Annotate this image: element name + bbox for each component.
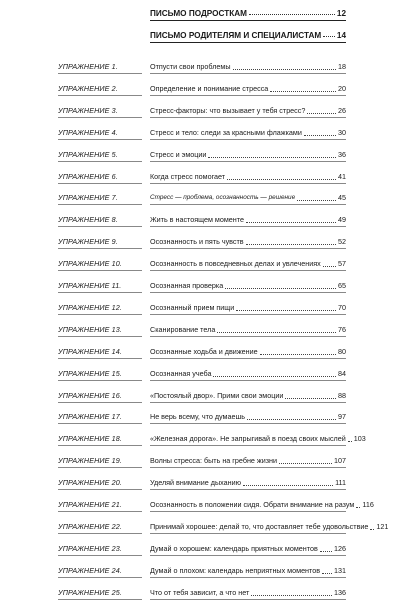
page-number: 41	[338, 171, 346, 181]
dot-leader	[246, 244, 336, 245]
label-underline	[58, 314, 142, 315]
page-number: 49	[338, 215, 346, 225]
exercise-title: Осознанные ходьба и движение	[150, 346, 258, 356]
toc-entry[interactable]	[58, 520, 389, 542]
entry-title-line	[150, 345, 346, 358]
toc-entry[interactable]	[58, 148, 346, 170]
toc-entry[interactable]	[58, 235, 346, 257]
label-underline	[58, 577, 142, 578]
exercise-title: «Железная дорога». Не запрыгивай в поезд своих мыслей	[150, 434, 346, 444]
exercise-label: УПРАЖНЕНИЕ 18.	[58, 434, 122, 444]
intro-title: ПИСЬМО РОДИТЕЛЯМ И СПЕЦИАЛИСТАМ	[150, 31, 322, 40]
label-underline	[58, 95, 142, 96]
toc-entry[interactable]	[58, 301, 346, 323]
label-underline	[58, 292, 142, 293]
toc-entry[interactable]	[58, 389, 346, 411]
exercise-label: УПРАЖНЕНИЕ 24.	[58, 565, 122, 575]
entry-title-line	[150, 498, 374, 511]
exercise-label: УПРАЖНЕНИЕ 2.	[58, 83, 118, 93]
intro-entry-parents[interactable]	[150, 24, 346, 40]
dot-leader	[348, 441, 352, 442]
label-underline	[58, 402, 142, 403]
exercise-title: Принимай хорошее: делай то, что доставляет тебе удовольствие	[150, 521, 369, 531]
label-underline	[58, 533, 142, 534]
label-underline	[58, 380, 142, 381]
entry-title-line	[150, 60, 346, 73]
dot-leader	[307, 113, 336, 114]
toc-entry[interactable]	[58, 170, 346, 192]
exercise-label: УПРАЖНЕНИЕ 1.	[58, 62, 118, 71]
exercise-label: УПРАЖНЕНИЕ 10.	[58, 259, 122, 269]
title-underline	[150, 95, 346, 96]
toc-entry[interactable]	[58, 82, 346, 104]
entry-title-line	[150, 82, 346, 95]
label-underline	[58, 511, 142, 512]
title-underline	[150, 226, 346, 227]
page-number: 80	[338, 346, 346, 356]
toc-entry[interactable]	[58, 564, 346, 586]
title-underline	[150, 489, 346, 490]
dot-leader	[260, 354, 336, 355]
entry-title-line	[150, 432, 366, 445]
entry-title-line	[150, 148, 346, 161]
entry-title-line	[150, 476, 346, 489]
entry-title-line	[150, 213, 346, 226]
exercise-title: Что от тебя зависит, а что нет	[150, 587, 250, 597]
exercise-label: УПРАЖНЕНИЕ 23.	[58, 543, 122, 553]
entry-title-line	[150, 520, 389, 533]
exercise-title: Осознанная проверка	[150, 281, 224, 290]
exercise-title: Отпусти свои проблемы	[150, 62, 231, 71]
exercise-title: Стресс — проблема, осознанность — решение	[150, 194, 296, 202]
exercise-label: УПРАЖНЕНИЕ 17.	[58, 412, 122, 422]
exercise-title: Когда стресс помогает	[150, 171, 226, 181]
intro-title: ПИСЬМО ПОДРОСТКАМ	[150, 9, 247, 18]
exercise-title: Осознанность и пять чувств	[150, 237, 244, 247]
label-underline	[58, 270, 142, 271]
title-underline	[150, 533, 346, 534]
dot-leader	[225, 288, 336, 289]
entry-title-line	[150, 170, 346, 183]
exercise-label: УПРАЖНЕНИЕ 6.	[58, 171, 118, 181]
exercise-label: УПРАЖНЕНИЕ 9.	[58, 237, 118, 247]
page-number: 26	[338, 105, 346, 115]
page-number: 84	[338, 368, 346, 378]
divider	[150, 42, 346, 43]
label-underline	[58, 489, 142, 490]
dot-leader	[249, 14, 335, 15]
entry-title-line	[150, 235, 346, 248]
title-underline	[150, 73, 346, 74]
entry-title-line	[150, 104, 346, 117]
title-underline	[150, 380, 346, 381]
label-underline	[58, 204, 142, 205]
exercise-title: Думай о хорошем: календарь приятных моментов	[150, 543, 318, 553]
exercise-title: Определение и понимание стресса	[150, 83, 269, 93]
label-underline	[58, 358, 142, 359]
intro-page: 12	[336, 9, 346, 18]
toc-entry[interactable]	[58, 279, 346, 301]
page-number: 121	[376, 521, 389, 531]
exercise-title: Волны стресса: быть на гребне жизни	[150, 456, 278, 466]
page-number: 107	[334, 456, 346, 466]
page-number: 116	[362, 500, 374, 509]
title-underline	[150, 314, 346, 315]
page-number: 65	[338, 281, 346, 290]
exercise-title: Стресс-факторы: что вызывает у тебя стресс?	[150, 105, 306, 115]
entry-title-line	[150, 586, 346, 599]
page-number: 111	[335, 478, 346, 488]
title-underline	[150, 270, 346, 271]
exercise-label: УПРАЖНЕНИЕ 7.	[58, 193, 118, 203]
exercise-title: Стресс и тело: следи за красными флажками	[150, 127, 302, 137]
title-underline	[150, 445, 346, 446]
title-underline	[150, 204, 346, 205]
title-underline	[150, 336, 346, 337]
toc-entry[interactable]	[58, 191, 346, 213]
entry-title-line	[150, 279, 346, 292]
exercise-title: Осознанность в положении сидя. Обрати внимание на разум	[150, 500, 355, 509]
toc-entry[interactable]	[58, 104, 346, 126]
page-number: 76	[338, 324, 346, 334]
dot-leader	[304, 135, 336, 136]
entry-title-line	[150, 389, 346, 402]
dot-leader	[370, 529, 374, 530]
exercise-label: УПРАЖНЕНИЕ 15.	[58, 368, 122, 378]
dot-leader	[243, 485, 333, 486]
label-underline	[58, 336, 142, 337]
exercise-title: Осознанная учеба	[150, 368, 212, 378]
entry-title-line	[150, 564, 346, 577]
title-underline	[150, 555, 346, 556]
label-underline	[58, 248, 142, 249]
toc-entry[interactable]	[58, 476, 346, 498]
entry-title-line	[150, 410, 346, 423]
exercise-title: Осознанность в повседневных делах и увлечениях	[150, 259, 321, 269]
title-underline	[150, 599, 346, 600]
dot-leader	[356, 507, 360, 508]
exercise-title: Стресс и эмоции	[150, 149, 207, 159]
page-number: 36	[338, 149, 346, 159]
entry-title-line	[150, 126, 346, 139]
toc-entry[interactable]	[58, 126, 346, 148]
entry-title-line	[150, 323, 346, 336]
toc-entry[interactable]	[58, 410, 346, 432]
exercise-title: Жить в настоящем моменте	[150, 215, 244, 225]
title-underline	[150, 292, 346, 293]
exercise-label: УПРАЖНЕНИЕ 4.	[58, 127, 118, 137]
title-underline	[150, 248, 346, 249]
exercise-label: УПРАЖНЕНИЕ 11.	[58, 281, 122, 290]
intro-page: 14	[336, 31, 346, 40]
dot-leader	[320, 551, 332, 552]
toc-entry[interactable]	[58, 60, 346, 82]
entry-title-line	[150, 367, 346, 380]
entry-title-line	[150, 542, 346, 555]
exercise-label: УПРАЖНЕНИЕ 13.	[58, 324, 122, 334]
title-underline	[150, 467, 346, 468]
entry-title-line	[150, 191, 346, 204]
exercise-label: УПРАЖНЕНИЕ 14.	[58, 346, 122, 356]
dot-leader	[270, 91, 336, 92]
title-underline	[150, 161, 346, 162]
exercise-label: УПРАЖНЕНИЕ 21.	[58, 500, 122, 509]
toc-entry[interactable]	[58, 323, 346, 345]
dot-leader	[322, 573, 332, 574]
intro-entry-teens[interactable]	[150, 2, 346, 18]
dot-leader	[213, 376, 336, 377]
page-number: 126	[334, 543, 346, 553]
divider	[150, 20, 346, 21]
exercise-label: УПРАЖНЕНИЕ 25.	[58, 587, 122, 597]
label-underline	[58, 599, 142, 600]
page-number: 52	[338, 237, 346, 247]
dot-leader	[251, 595, 332, 596]
toc-entry[interactable]	[58, 432, 366, 454]
title-underline	[150, 402, 346, 403]
page-number: 88	[338, 390, 346, 400]
page-number: 45	[338, 193, 346, 203]
page-number: 97	[338, 412, 346, 422]
title-underline	[150, 139, 346, 140]
page-number: 70	[338, 302, 346, 312]
dot-leader	[217, 332, 336, 333]
dot-leader	[233, 69, 336, 70]
exercise-label: УПРАЖНЕНИЕ 19.	[58, 456, 122, 466]
exercise-label: УПРАЖНЕНИЕ 16.	[58, 390, 122, 400]
toc-entry[interactable]	[58, 257, 346, 279]
label-underline	[58, 555, 142, 556]
toc-entry[interactable]	[58, 454, 346, 476]
dot-leader	[236, 310, 336, 311]
page-number: 136	[334, 587, 346, 597]
dot-leader	[279, 463, 332, 464]
title-underline	[150, 423, 346, 424]
dot-leader	[323, 36, 335, 37]
label-underline	[58, 117, 142, 118]
toc-entry[interactable]	[58, 345, 346, 367]
exercise-title: Уделяй внимание дыханию	[150, 478, 242, 488]
label-underline	[58, 467, 142, 468]
entry-title-line	[150, 301, 346, 314]
exercise-title: Не верь всему, что думаешь	[150, 412, 245, 422]
dot-leader	[323, 266, 336, 267]
label-underline	[58, 226, 142, 227]
dot-leader	[285, 398, 336, 399]
page-number: 103	[353, 434, 366, 444]
label-underline	[58, 161, 142, 162]
title-underline	[150, 117, 346, 118]
entry-title-line	[150, 454, 346, 467]
toc-entry[interactable]	[58, 213, 346, 235]
label-underline	[58, 73, 142, 74]
page-number: 18	[338, 62, 346, 71]
exercise-title: «Постоялый двор». Прими свои эмоции	[150, 390, 284, 400]
toc-entry[interactable]	[58, 367, 346, 389]
page-number: 131	[334, 565, 346, 575]
title-underline	[150, 183, 346, 184]
title-underline	[150, 511, 346, 512]
title-underline	[150, 577, 346, 578]
exercise-label: УПРАЖНЕНИЕ 22.	[58, 521, 122, 531]
toc-entry[interactable]	[58, 586, 346, 608]
label-underline	[58, 423, 142, 424]
page-number: 30	[338, 127, 346, 137]
dot-leader	[227, 179, 336, 180]
exercise-title: Думай о плохом: календарь неприятных моментов	[150, 565, 321, 575]
page-number: 57	[338, 259, 346, 269]
title-underline	[150, 358, 346, 359]
dot-leader	[246, 222, 336, 223]
dot-leader	[297, 200, 336, 201]
dot-leader	[208, 157, 336, 158]
toc-entry[interactable]	[58, 542, 346, 564]
label-underline	[58, 139, 142, 140]
page-number: 20	[338, 83, 346, 93]
entry-title-line	[150, 257, 346, 270]
exercise-label: УПРАЖНЕНИЕ 8.	[58, 215, 118, 225]
label-underline	[58, 445, 142, 446]
exercise-title: Осознанный прием пищи	[150, 302, 235, 312]
exercise-label: УПРАЖНЕНИЕ 12.	[58, 302, 122, 312]
exercise-label: УПРАЖНЕНИЕ 3.	[58, 105, 118, 115]
exercise-title: Сканирование тела	[150, 324, 216, 334]
toc-entry[interactable]	[58, 498, 374, 520]
label-underline	[58, 183, 142, 184]
exercise-label: УПРАЖНЕНИЕ 5.	[58, 149, 118, 159]
exercise-label: УПРАЖНЕНИЕ 20.	[58, 478, 122, 488]
